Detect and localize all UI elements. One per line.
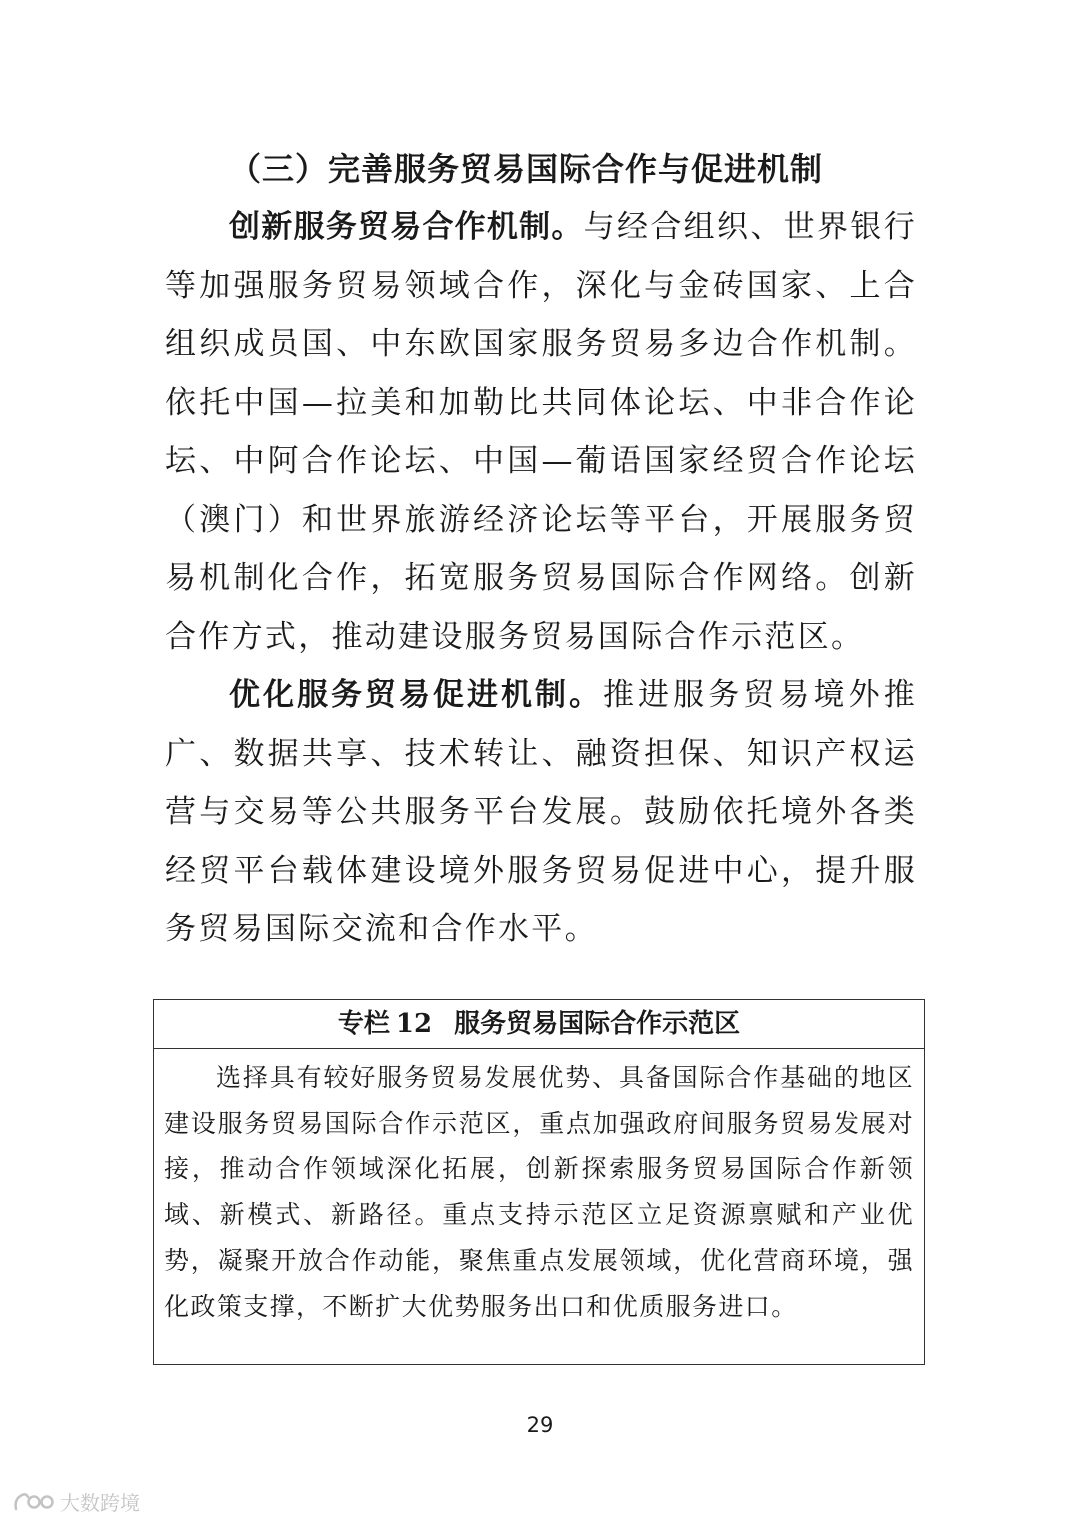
column-box-heading: 服务贸易国际合作示范区	[454, 1009, 741, 1039]
watermark-text: 大数跨境	[60, 1491, 140, 1515]
document-body	[165, 140, 917, 959]
column-box-label: 专栏	[337, 1009, 390, 1039]
watermark-logo-icon	[12, 1489, 56, 1515]
paragraph-promotion	[165, 666, 917, 959]
page-number: 29	[526, 1413, 554, 1437]
column-box	[153, 999, 925, 1365]
column-box-number: 12	[395, 1009, 433, 1039]
column-box-body: 选择具有较好服务贸易发展优势、具备国际合作基础的地区建设服务贸易国际合作示范区，重点加强政府间服务贸易发展对接，推动合作领域深化拓展，创新探索服务贸易国际合作新领域、新模式、新路径。重点支持示范区立足资源禀赋和产业优势，凝聚开放合作动能，聚焦重点发展领域，优化营商环境，强化政策支撑，不断扩大优势服务出口和优质服务进口。	[164, 1063, 914, 1321]
watermark	[12, 1487, 140, 1516]
paragraph-lead: 优化服务贸易促进机制。	[229, 677, 603, 713]
paragraph-text: 与经合组织、世界银行等加强服务贸易领域合作，深化与金砖国家、上合组织成员国、中东欧国家服务贸易多边合作机制。依托中国—拉美和加勒比共同体论坛、中非合作论坛、中阿合作论坛、中国—葡语国家经贸合作论坛（澳门）和世界旅游经济论坛等平台，开展服务贸易机制化合作，拓宽服务贸易国际合作网络。创新合作方式，推动建设服务贸易国际合作示范区。	[165, 209, 917, 655]
paragraph-lead: 创新服务贸易合作机制。	[229, 209, 584, 245]
paragraph-text: 推进服务贸易境外推广、数据共享、技术转让、融资担保、知识产权运营与交易等公共服务平台发展。鼓励依托境外各类经贸平台载体建设境外服务贸易促进中心，提升服务贸易国际交流和合作水平。	[165, 677, 917, 947]
column-box-title	[154, 1000, 924, 1049]
section-heading: （三）完善服务贸易国际合作与促进机制	[229, 150, 824, 188]
paragraph-cooperation	[165, 198, 917, 666]
